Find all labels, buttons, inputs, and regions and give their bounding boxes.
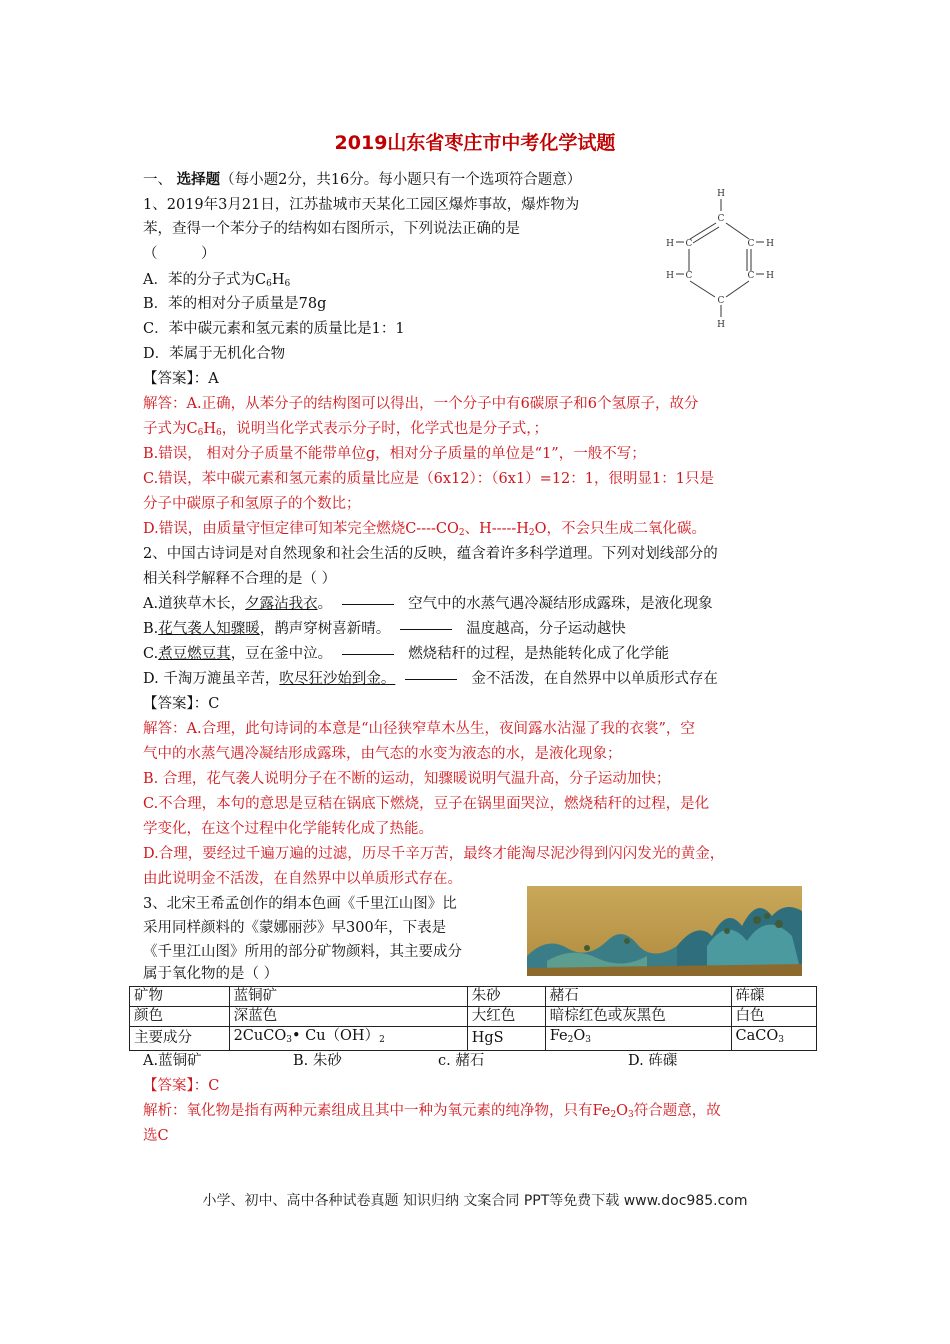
- table-cell: 赭石: [545, 987, 731, 1007]
- q3-answer: 【答案】：C: [143, 1078, 220, 1094]
- q2-explain-line: D.合理，要经过千遍万遍的过滤，历尽千辛万苦，最终才能淘尽泥沙得到闪闪发光的黄金，: [143, 846, 725, 862]
- table-cell: $Fe_2O_3$: [545, 1027, 731, 1051]
- page-footer: 小学、初中、高中各种试卷真题 知识归纳 文案合同 PPT等免费下载 www.doc985.com: [202, 1193, 748, 1209]
- table-cell: CaCO$_3$: [731, 1027, 816, 1051]
- q1-explain-d: D.错误，由质量守恒定律可知苯完全燃烧$C----CO_2$、$H-----H_2O$，不会只生成二氧化碳。: [143, 521, 707, 538]
- q1-option-a: A．苯的分子式为$C_6H_6$: [143, 272, 291, 289]
- q1-answer: 【答案】：A: [143, 371, 219, 387]
- c-atom-label: C: [685, 271, 693, 281]
- h-atom-label: H: [766, 271, 774, 281]
- q2-explain-line: B. 合理，花气袭人说明分子在不断的运动，知骤暖说明气温升高，分子运动加快；: [143, 771, 671, 787]
- q1-explain-c2: 分子中碳原子和氢原子的个数比；: [143, 496, 361, 512]
- q1-option-d: D．苯属于无机化合物: [143, 346, 286, 362]
- q1-option-c: C．苯中碳元素和氢元素的质量比是1：1: [143, 321, 405, 337]
- exam-title: 2019山东省枣庄市中考化学试题: [334, 132, 616, 154]
- table-cell: 砗磲: [731, 987, 816, 1007]
- table-cell: 深蓝色: [229, 1007, 467, 1027]
- q2-option-b: B.花气袭人知骤暖，鹊声穿树喜新晴。 温度越高，分子运动越快: [143, 621, 626, 637]
- q2-stem-line-2: 相关科学解释不合理的是（ ）: [143, 571, 337, 587]
- q3-option-d: D. 砗磲: [628, 1053, 678, 1069]
- table-cell: 矿物: [130, 987, 230, 1007]
- c-atom-label: C: [685, 239, 693, 249]
- q3-stem-line-3: 《千里江山图》所用的部分矿物颜料，其主要成分: [143, 944, 462, 960]
- q1-stem-line-2: 苯，查得一个苯分子的结构如右图所示，下列说法正确的是: [143, 221, 520, 237]
- q2-stem-line-1: 2、中国古诗词是对自然现象和社会生活的反映，蕴含着许多科学道理。下列对划线部分的: [143, 546, 718, 562]
- h-atom-label: H: [717, 320, 725, 330]
- q2-explain-line: 解答：A.合理，此句诗词的本意是“山径狭窄草木丛生，夜间露水沾湿了我的衣裳”，空: [143, 721, 695, 737]
- table-cell: 2CuCO$_3$• $Cu(OH)_2$: [229, 1027, 467, 1051]
- table-cell: 暗棕红色或灰黑色: [545, 1007, 731, 1027]
- table-cell: HgS: [467, 1027, 545, 1051]
- table-cell: 白色: [731, 1007, 816, 1027]
- q1-explain-a2: 子式为$C_6H_6$，说明当化学式表示分子时，化学式也是分子式，；: [143, 421, 548, 438]
- q3-stem-line-2: 采用同样颜料的《蒙娜丽莎》早300年，下表是: [143, 920, 447, 936]
- table-cell: 颜色: [130, 1007, 230, 1027]
- q3-explain-line-1: 解析：氧化物是指有两种元素组成且其中一种为氧元素的纯净物，只有$Fe_2O_3$符合题意，故: [143, 1103, 721, 1120]
- q1-explain-b: B.错误， 相对分子质量不能带单位g，相对分子质量的单位是“1”，一般不写；: [143, 446, 646, 462]
- benzene-structure-diagram: [660, 183, 780, 333]
- q2-explain-line: 由此说明金不活泼，在自然界中以单质形式存在。: [143, 871, 462, 887]
- h-atom-label: H: [766, 239, 774, 249]
- section-header: [143, 168, 581, 192]
- mineral-table: [129, 986, 817, 1051]
- q1-stem-line-1: 1、2019年3月21日，江苏盐城市天某化工园区爆炸事故，爆炸物为: [143, 197, 580, 213]
- q2-explain-line: 学变化，在这个过程中化学能转化成了热能。: [143, 821, 433, 837]
- table-row: [130, 987, 817, 1007]
- q2-option-d: D. 千淘万漉虽辛苦，吹尽狂沙始到金。 金不活泼，在自然界中以单质形式存在: [143, 671, 718, 687]
- c-atom-label: C: [747, 271, 755, 281]
- q1-explain-a1: 解答：A.正确，从苯分子的结构图可以得出，一个分子中有6碳原子和6个氢原子，故分: [143, 396, 699, 412]
- q3-stem-line-1: 3、北宋王希孟创作的绢本色画《千里江山图》比: [143, 896, 457, 912]
- c-atom-label: C: [717, 296, 725, 306]
- q1-explain-c1: C.错误，苯中碳元素和氢元素的质量比应是（6x12）：（6x1）=12：1，很明显1：1只是: [143, 471, 714, 487]
- q1-option-b: B．苯的相对分子质量是78g: [143, 296, 327, 312]
- section-name: 选择题: [176, 171, 221, 188]
- q3-option-b: B. 朱砂: [293, 1053, 342, 1069]
- table-cell: 蓝铜矿: [229, 987, 467, 1007]
- h-atom-label: H: [666, 239, 674, 249]
- c-atom-label: C: [747, 239, 755, 249]
- table-row: [130, 1027, 817, 1051]
- table-cell: 主要成分: [130, 1027, 230, 1051]
- q3-option-a: A.蓝铜矿: [143, 1053, 202, 1069]
- q3-explain-line-2: 选C: [143, 1128, 169, 1144]
- q3-options: [143, 1049, 677, 1073]
- h-atom-label: H: [666, 271, 674, 281]
- q2-option-a: A.道狭草木长，夕露沾我衣。 空气中的水蒸气遇冷凝结形成露珠，是液化现象: [143, 596, 713, 612]
- section-number: 一、: [143, 172, 172, 188]
- landscape-painting-image: [527, 886, 802, 976]
- section-note: （每小题2分，共16分。每小题只有一个选项符合题意）: [220, 172, 582, 188]
- q1-blank: （ ）: [143, 246, 216, 262]
- q2-answer: 【答案】：C: [143, 696, 220, 712]
- q2-explain-line: 气中的水蒸气遇冷凝结形成露珠，由气态的水变为液态的水，是液化现象；: [143, 746, 622, 762]
- table-row: [130, 1007, 817, 1027]
- c-atom-label: C: [717, 214, 725, 224]
- h-atom-label: H: [717, 189, 725, 199]
- table-cell: 大红色: [467, 1007, 545, 1027]
- q3-stem-line-4: 属于氧化物的是（ ）: [143, 966, 279, 982]
- q2-explain-line: C.不合理，本句的意思是豆秸在锅底下燃烧，豆子在锅里面哭泣，燃烧秸秆的过程，是化: [143, 796, 710, 812]
- table-cell: 朱砂: [467, 987, 545, 1007]
- q3-option-c: c. 赭石: [438, 1053, 485, 1069]
- q2-option-c: C.煮豆燃豆萁，豆在釜中泣。 燃烧秸秆的过程，是热能转化成了化学能: [143, 646, 670, 662]
